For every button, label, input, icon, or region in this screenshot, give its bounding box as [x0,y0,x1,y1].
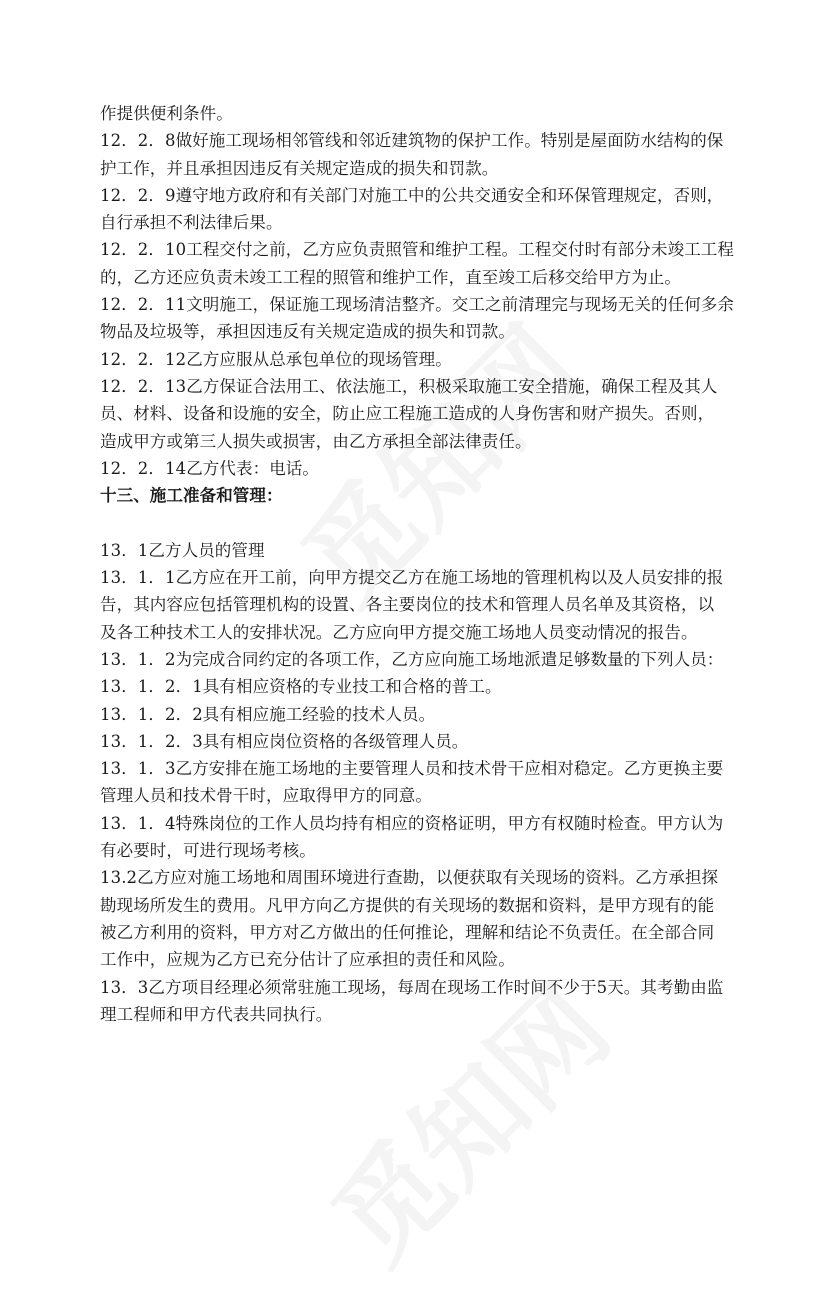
text-line: 工作中，应规为乙方已充分估计了应承担的责任和风险。 [100,950,515,970]
text-line: 物品及垃圾等，承担因违反有关规定造成的损失和罚款。 [100,322,515,342]
text-line: 自行承担不利法律后果。 [100,213,283,233]
text-line: 作提供便利条件。 [100,104,233,123]
text-line: 12．2．12乙方应服从总承包单位的现场管理。 [100,349,452,369]
text-line: 及各工种技术工人的安排状况。乙方应向甲方提交施工场地人员变动情况的报告。 [100,622,698,642]
subsection-title: 13．1乙方人员的管理 [100,540,265,560]
text-line: 13．3乙方项目经理必须常驻施工现场，每周在现场工作时间不少于5天。其考勤由监 [100,977,724,997]
text-line: 护工作，并且承担因违反有关规定造成的损失和罚款。 [100,158,499,178]
text-line: 13．1．1乙方应在开工前，向甲方提交乙方在施工场地的管理机构以及人员安排的报 [100,568,724,588]
text-line: 12．2．8做好施工现场相邻管线和邻近建筑物的保护工作。特别是屋面防水结构的保 [100,131,724,151]
document-page [100,100,740,1028]
text-line: 13．1．4特殊岗位的工作人员均持有相应的资格证明，甲方有权随时检查。甲方认为 [100,813,724,833]
text-line: 12．2．9遵守地方政府和有关部门对施工中的公共交通安全和环保管理规定，否则， [100,185,724,205]
text-line: 被乙方利用的资料，甲方对乙方做出的任何推论，理解和结论不负责任。在全部合同 [100,922,715,942]
text-line: 有必要时，可进行现场考核。 [100,841,316,861]
text-line: 告，其内容应包括管理机构的设置、各主要岗位的技术和管理人员名单及其资格，以 [100,595,715,615]
text-line: 13．1．2．1具有相应资格的专业技工和合格的普工。 [100,677,502,697]
text-line: 12．2．11文明施工，保证施工现场清洁整齐。交工之前清理完与现场无关的任何多余 [100,295,734,315]
text-line: 12．2．10工程交付之前，乙方应负责照管和维护工程。工程交付时有部分未竣工工程 [100,240,734,260]
text-line: 管理人员和技术骨干时，应取得甲方的同意。 [100,786,432,806]
text-line: 13．1．2．3具有相应岗位资格的各级管理人员。 [100,731,469,751]
text-line: 员、材料、设备和设施的安全，防止应工程施工造成的人身伤害和财产损失。否则， [100,404,715,424]
blank-line [100,509,740,536]
text-line: 13．1．2为完成合同约定的各项工作，乙方应向施工场地派遣足够数量的下列人员： [100,649,724,669]
text-line: 13．1．2．2具有相应施工经验的技术人员。 [100,704,436,724]
text-line: 造成甲方或第三人损失或损害，由乙方承担全部法律责任。 [100,431,532,451]
text-line: 的，乙方还应负责未竣工工程的照管和维护工作，直至竣工后移交给甲方为止。 [100,267,681,287]
text-line: 勘现场所发生的费用。凡甲方向乙方提供的有关现场的数据和资料，是甲方现有的能 [100,895,715,915]
text-line: 13.2乙方应对施工场地和周围环境进行查勘，以便获取有关现场的资料。乙方承担探 [100,868,719,888]
text-line: 12．2．14乙方代表：电话。 [100,458,319,478]
text-line: 13．1．3乙方安排在施工场地的主要管理人员和技术骨干应相对稳定。乙方更换主要 [100,759,724,779]
text-line: 理工程师和甲方代表共同执行。 [100,1004,333,1024]
text-line: 12．2．13乙方保证合法用工、依法施工，积极采取施工安全措施，确保工程及其人 [100,376,718,396]
section-heading: 十三、施工准备和管理： [100,486,283,506]
